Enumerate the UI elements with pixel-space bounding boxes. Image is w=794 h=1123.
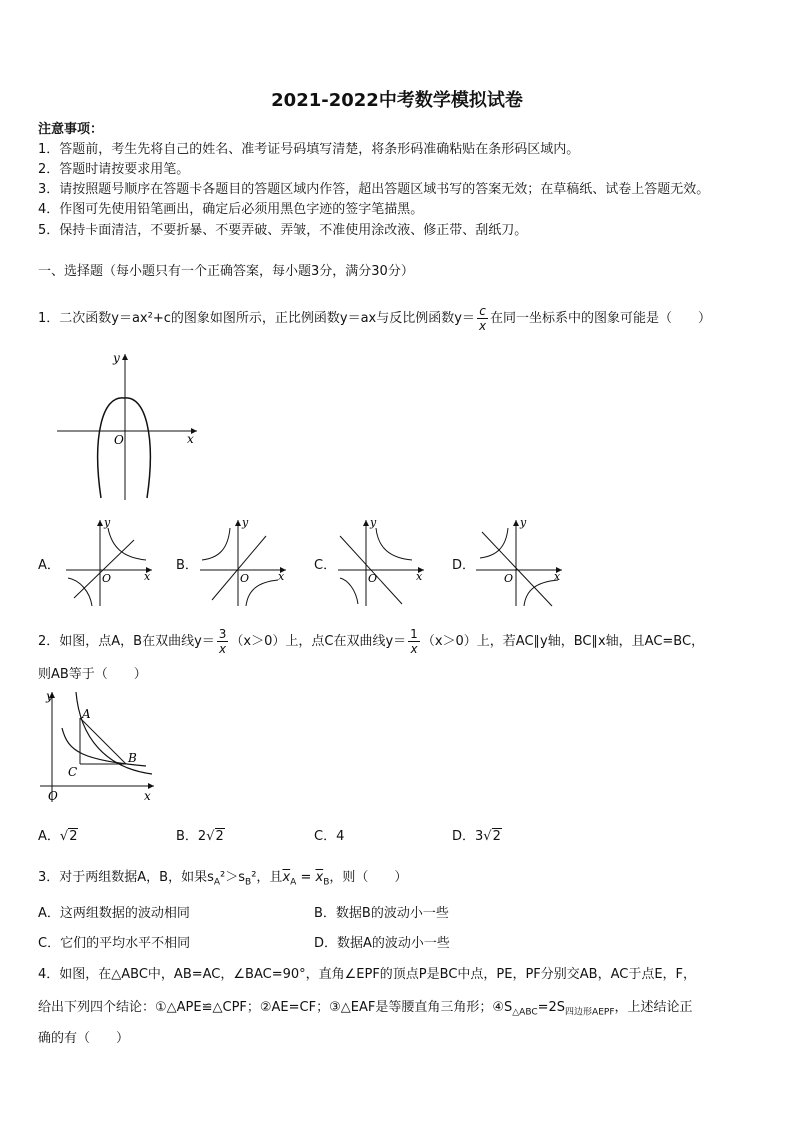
option-d-label: D． [452,558,476,573]
q3-option-d: D．数据A的波动小一些 [314,936,450,951]
question-3-stem: 3．对于两组数据A，B，如果$s_A^2>s_B^2$，且$\overline{x}_A = \overline{x}_B$，则（ ） [38,870,408,888]
question-4-line2: 给出下列四个结论：①△APE≌△CPF；②AE=CF；③△EAF是等腰直角三角形；$④S_{\triangle ABC}=2S_{四边形AEPF}$，上述结论正 [38,1000,693,1018]
q3-option-a: A．这两组数据的波动相同 [38,906,190,921]
svg-text:y: y [113,351,120,365]
svg-text:x: x [187,432,194,446]
option-a-graph [64,518,154,608]
question-2-stem: 2．如图，点A，B在双曲线y＝ $\frac{3}{x}$ （x＞0）上，点C在双曲线y＝ $\frac{1}{x}$ （x＞0）上，若AC∥y轴，BC∥x轴，且AC=BC， [38,627,705,656]
option-c-graph [336,518,426,608]
question-2-figure [36,688,158,806]
svg-text:O: O [48,789,58,803]
question-4-line1: 4．如图，在△ABC中，AB=AC，∠BAC=90°，直角∠EPF的顶点P是BC中点，PE，PF分别交AB，AC于点E，F， [38,967,697,982]
q2-option-c: C．4 [314,829,345,844]
svg-text:y: y [46,689,53,703]
question-1-parabola-figure [52,348,202,504]
notice-item-4: 4．作图可先使用铅笔画出，确定后必须用黑色字迹的签字笔描黑。 [38,202,424,217]
svg-text:B: B [128,751,137,765]
option-b-label: B． [176,558,198,573]
svg-text:x: x [554,570,561,583]
question-2-stem-line2: 则AB等于（ ） [38,667,147,682]
svg-text:O: O [240,572,250,585]
svg-text:O: O [504,572,514,585]
svg-text:y: y [242,518,249,529]
q3-option-c: C．它们的平均水平不相同 [38,936,191,951]
notice-heading: 注意事项： [38,122,104,137]
option-c-label: C． [314,558,337,573]
q2-option-b: B．2√2 [176,829,224,844]
svg-text:A: A [82,707,91,721]
fraction-3-over-x: $\frac{3}{x}$ [218,627,227,656]
svg-text:C: C [68,765,78,779]
q2-option-a: A．√2 [38,829,78,844]
q2-option-d: D．3√2 [452,829,501,844]
svg-text:x: x [144,789,151,803]
svg-text:x: x [278,570,285,583]
svg-text:y: y [370,518,377,529]
fraction-c-over-x: $\frac{c}{x}$ [478,304,487,333]
svg-text:O: O [114,433,124,447]
q3-option-b: B．数据B的波动小一些 [314,906,449,921]
option-b-graph [198,518,288,608]
svg-text:x: x [144,570,151,583]
question-1-stem: 1．二次函数y＝ax²+c的图象如图所示，正比例函数y＝ax与反比例函数y＝ $\frac{c}{x}$ 在同一坐标系中的图象可能是（ ） [38,304,712,333]
question-4-line3: 确的有（ ） [38,1031,130,1046]
svg-text:y: y [520,518,527,529]
svg-text:O: O [102,572,112,585]
fraction-1-over-x: $\frac{1}{x}$ [410,627,418,656]
notice-item-2: 2．答题时请按要求用笔。 [38,162,190,177]
option-d-graph [474,518,564,608]
page-title: 2021-2022中考数学模拟试卷 [271,90,523,111]
svg-text:y: y [104,518,111,529]
notice-item-3: 3．请按照题号顺序在答题卡各题目的答题区域内作答，超出答题区域书写的答案无效；在草稿纸、试卷上答题无效。 [38,182,710,197]
option-a-label: A． [38,558,60,573]
notice-item-1: 1．答题前，考生先将自己的姓名、准考证号码填写清楚，将条形码准确粘贴在条形码区域内。 [38,142,580,157]
notice-item-5: 5．保持卡面清洁，不要折暴、不要弄破、弄皱，不准使用涂改液、修正带、刮纸刀。 [38,223,528,238]
svg-text:O: O [368,572,378,585]
section-heading: 一、选择题（每小题只有一个正确答案，每小题3分，满分30分） [38,264,414,279]
svg-text:x: x [416,570,423,583]
